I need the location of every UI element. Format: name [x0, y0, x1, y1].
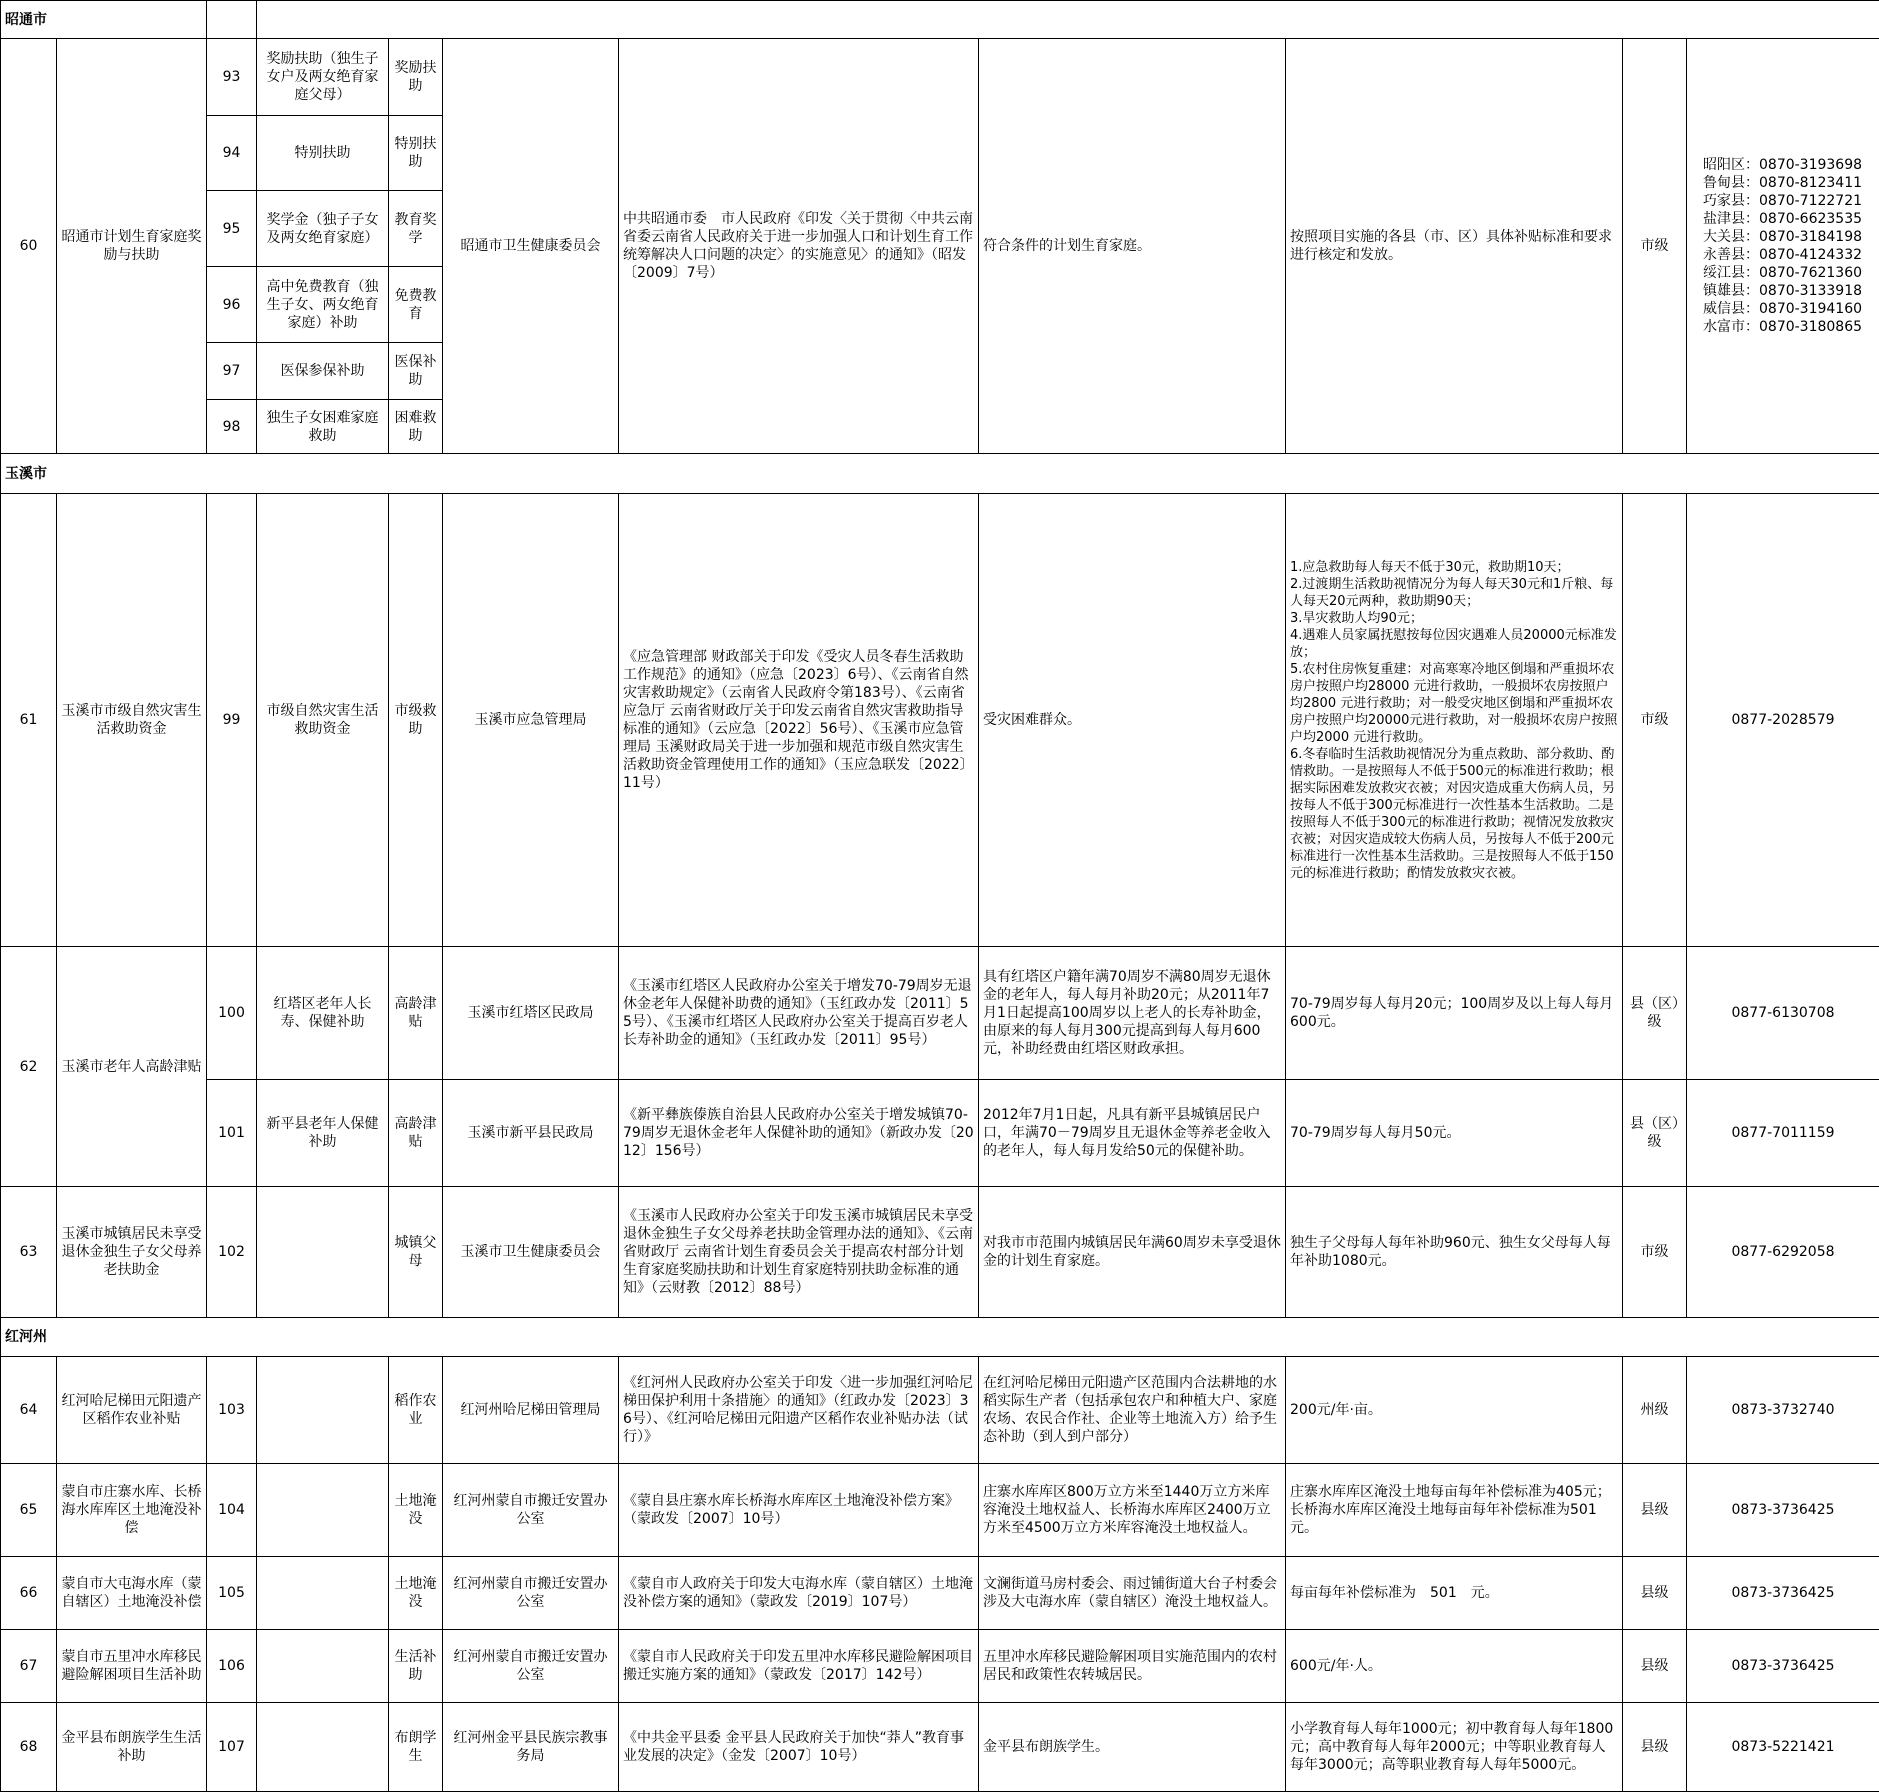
level-cell: 县（区）级 — [1623, 947, 1687, 1080]
standard-cell: 1.应急救助每人每天不低于30元，救助期10天； 2.过渡期生活救助视情况分为每人每天30元和1斤粮、每人每天20元两种，救助期90天； 3.旱灾救助人均90元； 4.遇难人员家属抚慰按每位因灾遇难人员20000元标准发放； 5.农村住房恢复重建：对高寒寒冷地区倒塌和严重损坏农房户按照户均28000 元进行救助，一般损坏农房按照户均2800 元进行救助；对一般受灾地区倒塌和严重损坏农房户按照户均20000元进行救助，对一般损坏农房户按照户均2000 元进行救助。 6.冬春临时生活救助视情况分为重点救助、部分救助、酌情救助。一是按照每人不低于500元的标准进行救助；根据实际困难发放救灾衣被；对因灾造成重大伤病人员，另按每人不低于300元标准进行一次性基本生活救助。二是按照每人不低于300元的标准进行救助；视情况发放救灾衣被；对因灾造成较大伤病人员，另按每人不低于200元标准进行一次性基本生活救助。三是按照每人不低于150元的标准进行救助；酌情发放救灾衣被。 — [1286, 494, 1623, 947]
policy-basis-cell: 《红河州人民政府办公室关于印发〈进一步加强红河哈尼梯田保护利用十条措施〉的通知》（红政办发〔2023〕36号）、《红河哈尼梯田元阳遗产区稻作农业补贴办法（试行）》 — [619, 1357, 979, 1464]
policy-basis-cell: 《中共金平县委 金平县人民政府关于加快“莽人”教育事业发展的决定》（金发〔2007〕10号） — [619, 1703, 979, 1792]
level-cell: 市级 — [1623, 1187, 1687, 1318]
policy-basis-cell: 《蒙自市人民政府关于印发五里冲水库移民避险解困项目搬迁实施方案的通知》（蒙政发〔2017〕142号） — [619, 1630, 979, 1703]
seq-cell: 66 — [1, 1557, 57, 1630]
department-cell: 红河州蒙自市搬迁安置办公室 — [443, 1630, 619, 1703]
target-cell: 五里冲水库移民避险解困项目实施范围内的农村居民和政策性农转城居民。 — [979, 1630, 1286, 1703]
section-title: 昭通市 — [1, 1, 207, 39]
project-name-cell: 蒙自市五里冲水库移民避险解困项目生活补助 — [57, 1630, 207, 1703]
item-no-cell: 107 — [207, 1703, 257, 1792]
section-title: 玉溪市 — [1, 454, 1879, 494]
standard-cell: 独生子父母每人每年补助960元、独生女父母每人每年补助1080元。 — [1286, 1187, 1623, 1318]
project-name-cell: 玉溪市城镇居民未享受退休金独生子女父母养老扶助金 — [57, 1187, 207, 1318]
phone-cell: 0877-6130708 — [1687, 947, 1879, 1080]
standard-cell: 200元/年·亩。 — [1286, 1357, 1623, 1464]
item-name-cell: 红塔区老年人长寿、保健补助 — [257, 947, 389, 1080]
target-cell: 庄寨水库库区800万立方米至1440万立方米库容淹没土地权益人、长桥海水库库区2400万立方米至4500万立方米库容淹没土地权益人。 — [979, 1464, 1286, 1557]
standard-cell: 70-79周岁每人每月50元。 — [1286, 1080, 1623, 1187]
policy-basis-cell: 《应急管理部 财政部关于印发《受灾人员冬春生活救助工作规范》的通知》（应急〔2023〕6号）、《云南省自然灾害救助规定》（云南省人民政府令第183号）、《云南省应急厅 云南省财政厅关于印发云南省自然灾害救助指导标准的通知》（云应急〔2022〕56号）、《玉溪市应急管理局 玉溪财政局关于进一步加强和规范市级自然灾害生活救助资金管理使用工作的通知》（玉应急联发〔2022〕11号） — [619, 494, 979, 947]
item-no-cell: 105 — [207, 1557, 257, 1630]
item-name-cell: 医保参保补助 — [257, 343, 389, 400]
section-row-yuxi — [1, 454, 1879, 494]
standard-cell: 按照项目实施的各县（市、区）具体补贴标准和要求进行核定和发放。 — [1286, 39, 1623, 454]
standard-cell: 每亩每年补偿标准为 501 元。 — [1286, 1557, 1623, 1630]
table-row — [1, 39, 1879, 116]
department-cell: 红河州哈尼梯田管理局 — [443, 1357, 619, 1464]
target-cell: 金平县布朗族学生。 — [979, 1703, 1286, 1792]
phone-cell: 0877-6292058 — [1687, 1187, 1879, 1318]
project-name-cell: 蒙自市庄寨水库、长桥海水库库区土地淹没补偿 — [57, 1464, 207, 1557]
item-name-cell — [257, 1630, 389, 1703]
seq-cell: 68 — [1, 1703, 57, 1792]
category-cell: 特别扶助 — [389, 116, 443, 191]
phone-cell: 昭阳区：0870-3193698 鲁甸县：0870-8123411 巧家县：0870-7122721 盐津县：0870-6623535 大关县：0870-3184198 永善县：0870-4124332 绥江县：0870-7621360 镇雄县：0870-3133918 威信县：0870-3194160 水富市：0870-3180865 — [1687, 39, 1879, 454]
item-name-cell — [257, 1357, 389, 1464]
department-cell: 玉溪市新平县民政局 — [443, 1080, 619, 1187]
seq-cell: 63 — [1, 1187, 57, 1318]
target-cell: 对我市市范围内城镇居民年满60周岁未享受退休金的计划生育家庭。 — [979, 1187, 1286, 1318]
level-cell: 县（区）级 — [1623, 1080, 1687, 1187]
item-no-cell: 100 — [207, 947, 257, 1080]
phone-cell: 0877-7011159 — [1687, 1080, 1879, 1187]
seq-cell: 67 — [1, 1630, 57, 1703]
section-title: 红河州 — [1, 1318, 1879, 1357]
seq-cell: 60 — [1, 39, 57, 454]
item-name-cell: 新平县老年人保健补助 — [257, 1080, 389, 1187]
level-cell: 县级 — [1623, 1464, 1687, 1557]
table-row — [1, 1187, 1879, 1318]
category-cell: 医保补助 — [389, 343, 443, 400]
item-name-cell — [257, 1557, 389, 1630]
level-cell: 市级 — [1623, 494, 1687, 947]
category-cell: 高龄津贴 — [389, 1080, 443, 1187]
standard-cell: 庄寨水库库区淹没土地每亩每年补偿标准为405元；长桥海水库库区淹没土地每亩每年补偿标准为501元。 — [1286, 1464, 1623, 1557]
phone-cell: 0877-2028579 — [1687, 494, 1879, 947]
item-name-cell — [257, 1464, 389, 1557]
policy-basis-cell: 《玉溪市人民政府办公室关于印发玉溪市城镇居民未享受退休金独生子女父母养老扶助金管理办法的通知》、《云南省财政厅 云南省计划生育委员会关于提高农村部分计划生育家庭奖励扶助和计划生育家庭特别扶助金标准的通知》（云财教〔2012〕88号） — [619, 1187, 979, 1318]
category-cell: 市级救助 — [389, 494, 443, 947]
department-cell: 昭通市卫生健康委员会 — [443, 39, 619, 454]
item-no-cell: 103 — [207, 1357, 257, 1464]
project-name-cell: 玉溪市市级自然灾害生活救助资金 — [57, 494, 207, 947]
target-cell: 2012年7月1日起，凡具有新平县城镇居民户口，年满70－79周岁且无退休金等养老金收入的老年人，每人每月发给50元的保健补助。 — [979, 1080, 1286, 1187]
item-no-cell: 94 — [207, 116, 257, 191]
project-name-cell: 蒙自市大屯海水库（蒙自辖区）土地淹没补偿 — [57, 1557, 207, 1630]
item-name-cell: 奖励扶助（独生子女户及两女绝育家庭父母） — [257, 39, 389, 116]
target-cell: 文澜街道马房村委会、雨过铺街道大台子村委会涉及大屯海水库（蒙自辖区）淹没土地权益人。 — [979, 1557, 1286, 1630]
category-cell: 土地淹没 — [389, 1464, 443, 1557]
phone-cell: 0873-3736425 — [1687, 1464, 1879, 1557]
project-name-cell: 玉溪市老年人高龄津贴 — [57, 947, 207, 1187]
category-cell: 城镇父母 — [389, 1187, 443, 1318]
category-cell: 困难救助 — [389, 400, 443, 454]
item-name-cell: 高中免费教育（独生子女、两女绝育家庭）补助 — [257, 267, 389, 343]
section-row-zhaotong — [1, 1, 1879, 39]
table-row — [1, 1080, 1879, 1187]
item-name-cell: 独生子女困难家庭救助 — [257, 400, 389, 454]
department-cell: 玉溪市卫生健康委员会 — [443, 1187, 619, 1318]
level-cell: 市级 — [1623, 39, 1687, 454]
policy-basis-cell: 《玉溪市红塔区人民政府办公室关于增发70-79周岁无退休金老年人保健补助费的通知》（玉红政办发〔2011〕55号）、《玉溪市红塔区人民政府办公室关于提高百岁老人长寿补助金的通知》（玉红政办发〔2011〕95号） — [619, 947, 979, 1080]
item-name-cell: 特别扶助 — [257, 116, 389, 191]
category-cell: 布朗学生 — [389, 1703, 443, 1792]
level-cell: 县级 — [1623, 1630, 1687, 1703]
table-row — [1, 1557, 1879, 1630]
phone-cell: 0873-5221421 — [1687, 1703, 1879, 1792]
seq-cell: 64 — [1, 1357, 57, 1464]
policy-basis-cell: 《新平彝族傣族自治县人民政府办公室关于增发城镇70-79周岁无退休金老年人保健补助的通知》（新政办发〔2012〕156号） — [619, 1080, 979, 1187]
department-cell: 玉溪市应急管理局 — [443, 494, 619, 947]
item-no-cell: 98 — [207, 400, 257, 454]
phone-cell: 0873-3732740 — [1687, 1357, 1879, 1464]
table-row — [1, 1357, 1879, 1464]
target-cell: 受灾困难群众。 — [979, 494, 1286, 947]
policy-basis-cell: 《蒙自市人政府关于印发大屯海水库（蒙自辖区）土地淹没补偿方案的通知》（蒙政发〔2019〕107号） — [619, 1557, 979, 1630]
standard-cell: 600元/年·人。 — [1286, 1630, 1623, 1703]
item-name-cell — [257, 1703, 389, 1792]
table-row — [1, 494, 1879, 947]
item-no-cell: 95 — [207, 191, 257, 267]
table-row — [1, 947, 1879, 1080]
item-no-cell: 104 — [207, 1464, 257, 1557]
policy-basis-cell: 《蒙自县庄寨水库长桥海水库库区土地淹没补偿方案》（蒙政发〔2007〕10号） — [619, 1464, 979, 1557]
item-no-cell: 97 — [207, 343, 257, 400]
item-no-cell: 96 — [207, 267, 257, 343]
item-no-cell: 101 — [207, 1080, 257, 1187]
item-name-cell — [257, 1187, 389, 1318]
department-cell: 红河州蒙自市搬迁安置办公室 — [443, 1557, 619, 1630]
table-row — [1, 1630, 1879, 1703]
item-name-cell: 奖学金（独子子女及两女绝育家庭） — [257, 191, 389, 267]
item-no-cell: 102 — [207, 1187, 257, 1318]
policy-basis-cell: 中共昭通市委 市人民政府《印发〈关于贯彻〈中共云南省委云南省人民政府关于进一步加强人口和计划生育工作统筹解决人口问题的决定〉的实施意见〉的通知》（昭发〔2009〕7号） — [619, 39, 979, 454]
seq-cell: 61 — [1, 494, 57, 947]
item-name-cell: 市级自然灾害生活救助资金 — [257, 494, 389, 947]
target-cell: 具有红塔区户籍年满70周岁不满80周岁无退休金的老年人，每人每月补助20元；从2011年7月1日起提高100周岁以上老人的长寿补助金，由原来的每人每月300元提高到每人每月600元，补助经费由红塔区财政承担。 — [979, 947, 1286, 1080]
target-cell: 符合条件的计划生育家庭。 — [979, 39, 1286, 454]
category-cell: 土地淹没 — [389, 1557, 443, 1630]
table-row — [1, 1464, 1879, 1557]
level-cell: 县级 — [1623, 1703, 1687, 1792]
target-cell: 在红河哈尼梯田元阳遗产区范围内合法耕地的水稻实际生产者（包括承包农户和种植大户、家庭农场、农民合作社、企业等土地流入方）给予生态补助（到人到户部分） — [979, 1357, 1286, 1464]
item-no-cell: 99 — [207, 494, 257, 947]
category-cell: 免费教育 — [389, 267, 443, 343]
standard-cell: 小学教育每人每年1000元；初中教育每人每年1800元；高中教育每人每年2000元；中等职业教育每人每年3000元；高等职业教育每人每年5000元。 — [1286, 1703, 1623, 1792]
phone-cell: 0873-3736425 — [1687, 1557, 1879, 1630]
category-cell: 稻作农业 — [389, 1357, 443, 1464]
standard-cell: 70-79周岁每人每月20元；100周岁及以上每人每月600元。 — [1286, 947, 1623, 1080]
department-cell: 红河州金平县民族宗教事务局 — [443, 1703, 619, 1792]
table-row — [1, 1703, 1879, 1792]
item-no-cell: 93 — [207, 39, 257, 116]
category-cell: 高龄津贴 — [389, 947, 443, 1080]
item-no-cell: 106 — [207, 1630, 257, 1703]
level-cell: 县级 — [1623, 1557, 1687, 1630]
phone-cell: 0873-3736425 — [1687, 1630, 1879, 1703]
project-name-cell: 金平县布朗族学生生活补助 — [57, 1703, 207, 1792]
seq-cell: 62 — [1, 947, 57, 1187]
department-cell: 玉溪市红塔区民政局 — [443, 947, 619, 1080]
project-name-cell: 昭通市计划生育家庭奖励与扶助 — [57, 39, 207, 454]
category-cell: 奖励扶助 — [389, 39, 443, 116]
section-row-honghe — [1, 1318, 1879, 1357]
category-cell: 生活补助 — [389, 1630, 443, 1703]
seq-cell: 65 — [1, 1464, 57, 1557]
department-cell: 红河州蒙自市搬迁安置办公室 — [443, 1464, 619, 1557]
level-cell: 州级 — [1623, 1357, 1687, 1464]
category-cell: 教育奖学 — [389, 191, 443, 267]
project-name-cell: 红河哈尼梯田元阳遗产区稻作农业补贴 — [57, 1357, 207, 1464]
